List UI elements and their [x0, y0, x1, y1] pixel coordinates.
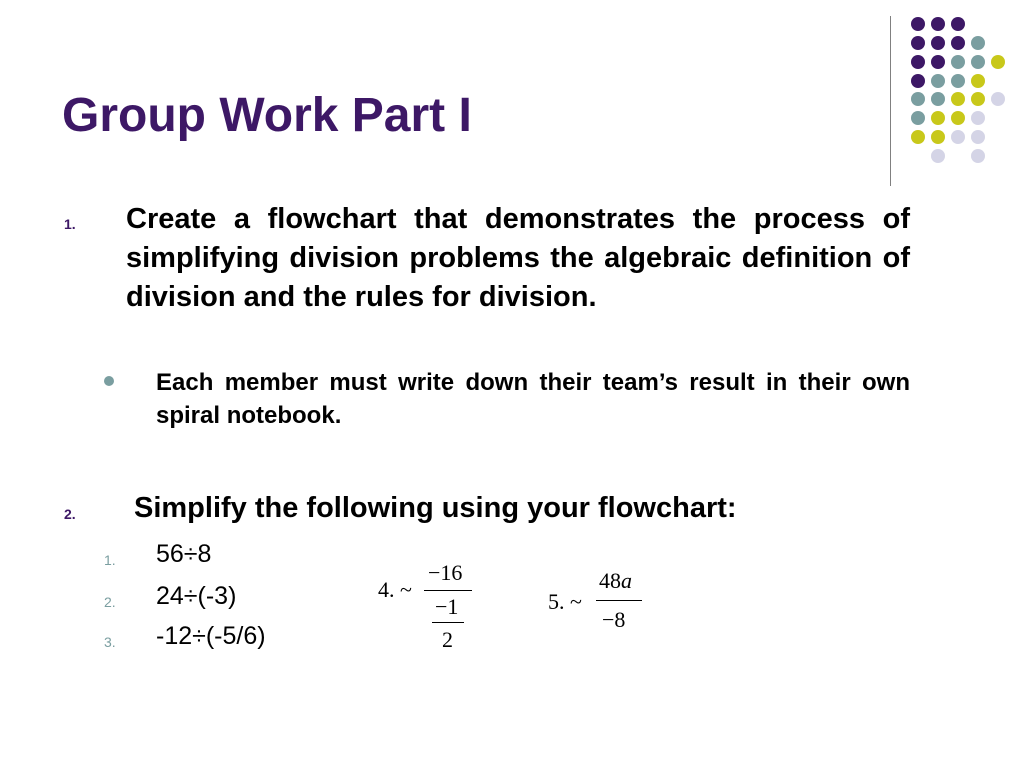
- decor-dot: [931, 17, 945, 31]
- decor-dot: [951, 130, 965, 144]
- math-5-numerator: [599, 568, 632, 594]
- decor-dot: [931, 36, 945, 50]
- decor-dot: [971, 111, 985, 125]
- sub-number: 1.: [104, 552, 116, 568]
- decor-dot: [991, 92, 1005, 106]
- decor-dot: [911, 74, 925, 88]
- fraction-bar: [596, 600, 642, 601]
- decor-dot: [931, 92, 945, 106]
- fraction-bar: [432, 622, 464, 623]
- list-number-1: 1.: [64, 216, 76, 232]
- math-5-denominator: −8: [602, 607, 626, 632]
- decor-dot: [951, 111, 965, 125]
- item-1-bullet-text: Each member must write down their team’s result in their own spiral notebook.: [156, 369, 910, 429]
- decor-dot: [951, 17, 965, 31]
- math-4-label: 4. ~: [378, 577, 412, 602]
- decor-dot: [931, 74, 945, 88]
- math-5-label: 5. ~: [548, 589, 582, 614]
- decor-dot: [951, 92, 965, 106]
- page-title: Group Work Part I: [62, 89, 472, 142]
- item-1-text: Create a flowchart that demonstrates the process of simplifying division problems the algebraic definition of division and the rules for division.: [126, 203, 910, 313]
- decor-dot: [971, 92, 985, 106]
- math-5-numerator-number: 48: [599, 568, 621, 593]
- decor-dot: [971, 74, 985, 88]
- decor-dot: [971, 36, 985, 50]
- math-5-numerator-variable: a: [621, 568, 632, 593]
- decor-dot: [971, 130, 985, 144]
- decor-dot: [951, 74, 965, 88]
- fraction-bar: [424, 590, 472, 591]
- bullet-icon: [104, 376, 114, 386]
- decor-dot: [911, 17, 925, 31]
- decor-dot: [971, 55, 985, 69]
- math-4-den-top: −1: [435, 594, 459, 619]
- decor-dot: [931, 55, 945, 69]
- sub-item-text: 56÷8: [156, 540, 212, 568]
- decor-dot: [931, 149, 945, 163]
- list-number-2: 2.: [64, 506, 76, 522]
- decor-dot: [911, 36, 925, 50]
- decor-dot: [911, 111, 925, 125]
- decor-dot: [931, 130, 945, 144]
- decor-dot: [951, 36, 965, 50]
- decor-dot: [931, 111, 945, 125]
- sub-item-text: -12÷(-5/6): [156, 622, 266, 650]
- item-2-text: Simplify the following using your flowchart:: [134, 492, 737, 524]
- decor-dot: [911, 130, 925, 144]
- math-4-numerator: −16: [428, 560, 463, 585]
- decor-dot: [951, 55, 965, 69]
- sub-number: 3.: [104, 634, 116, 650]
- decor-dot: [911, 92, 925, 106]
- math-4-den-bottom: 2: [442, 627, 453, 652]
- decor-dot: [911, 55, 925, 69]
- sub-number: 2.: [104, 594, 116, 610]
- decor-dot: [971, 149, 985, 163]
- sub-item-text: 24÷(-3): [156, 582, 237, 610]
- decor-dot: [991, 55, 1005, 69]
- decorative-divider: [890, 16, 891, 186]
